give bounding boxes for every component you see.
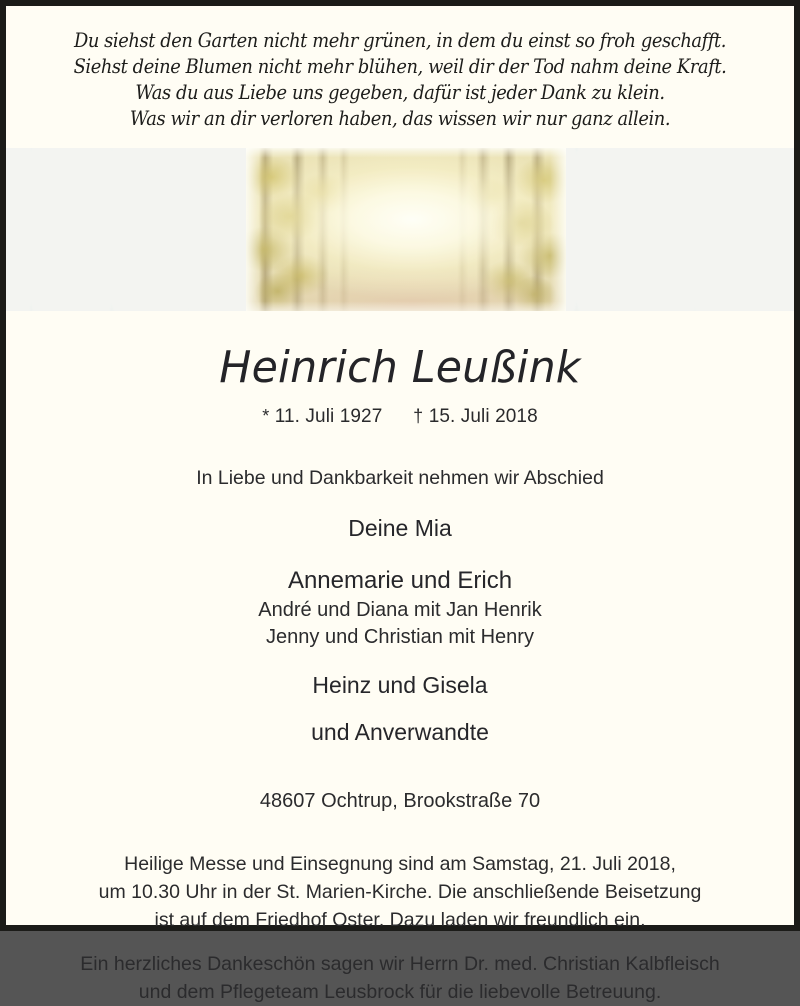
service-line-2: um 10.30 Uhr in der St. Marien-Kirche. Die anschließende Beisetzung <box>98 881 702 903</box>
address-text: 48607 Ochtrup, Brookstraße 70 <box>259 790 541 812</box>
family-group-one-child-1: André und Diana mit Jan Henrik <box>258 599 542 621</box>
notice-content <box>6 342 794 1006</box>
service-details <box>6 850 794 934</box>
poem-block <box>6 6 794 132</box>
family-spouse: Deine Mia <box>348 515 452 541</box>
service-line-3: ist auf dem Friedhof Oster. Dazu laden wir freundlich ein. <box>154 909 646 931</box>
life-dates <box>6 404 794 429</box>
farewell-text: In Liebe und Dankbarkeit nehmen wir Abschied <box>196 467 604 489</box>
service-line-1: Heilige Messe und Einsegnung sind am Samstag, 21. Juli 2018, <box>124 853 676 875</box>
forest-photo-band <box>6 148 794 311</box>
birth-date: 11. Juli 1927 <box>274 406 383 427</box>
poem-line-2: Siehst deine Blumen nicht mehr blühen, weil dir der Tod nahm deine Kraft. <box>73 55 727 78</box>
thanks-text <box>6 950 794 1006</box>
poem-line-4: Was wir an dir verloren haben, das wissen wir nur ganz allein. <box>129 107 671 130</box>
deceased-name: Heinrich Leußink <box>219 342 581 393</box>
family-group-one-child-2: Jenny und Christian mit Henry <box>266 626 534 648</box>
death-symbol: † <box>413 406 424 426</box>
family-group-one-parents: Annemarie und Erich <box>287 567 513 594</box>
thanks-line-2: und dem Pflegeteam Leusbrock für die liebevolle Betreuung. <box>138 981 662 1003</box>
thanks-line-1: Ein herzliches Dankeschön sagen wir Herrn Dr. med. Christian Kalbfleisch <box>80 953 720 975</box>
birth-symbol: * <box>262 406 270 426</box>
death-date: 15. Juli 2018 <box>428 406 538 427</box>
forest-path-center-image <box>246 148 566 311</box>
poem-line-3: Was du aus Liebe uns gegeben, dafür ist jeder Dank zu klein. <box>135 81 665 104</box>
family-group-two: Heinz und Gisela <box>312 672 488 698</box>
family-relatives: und Anverwandte <box>311 719 489 745</box>
poem-line-1: Du siehst den Garten nicht mehr grünen, in dem du einst so froh geschafft. <box>73 29 727 52</box>
